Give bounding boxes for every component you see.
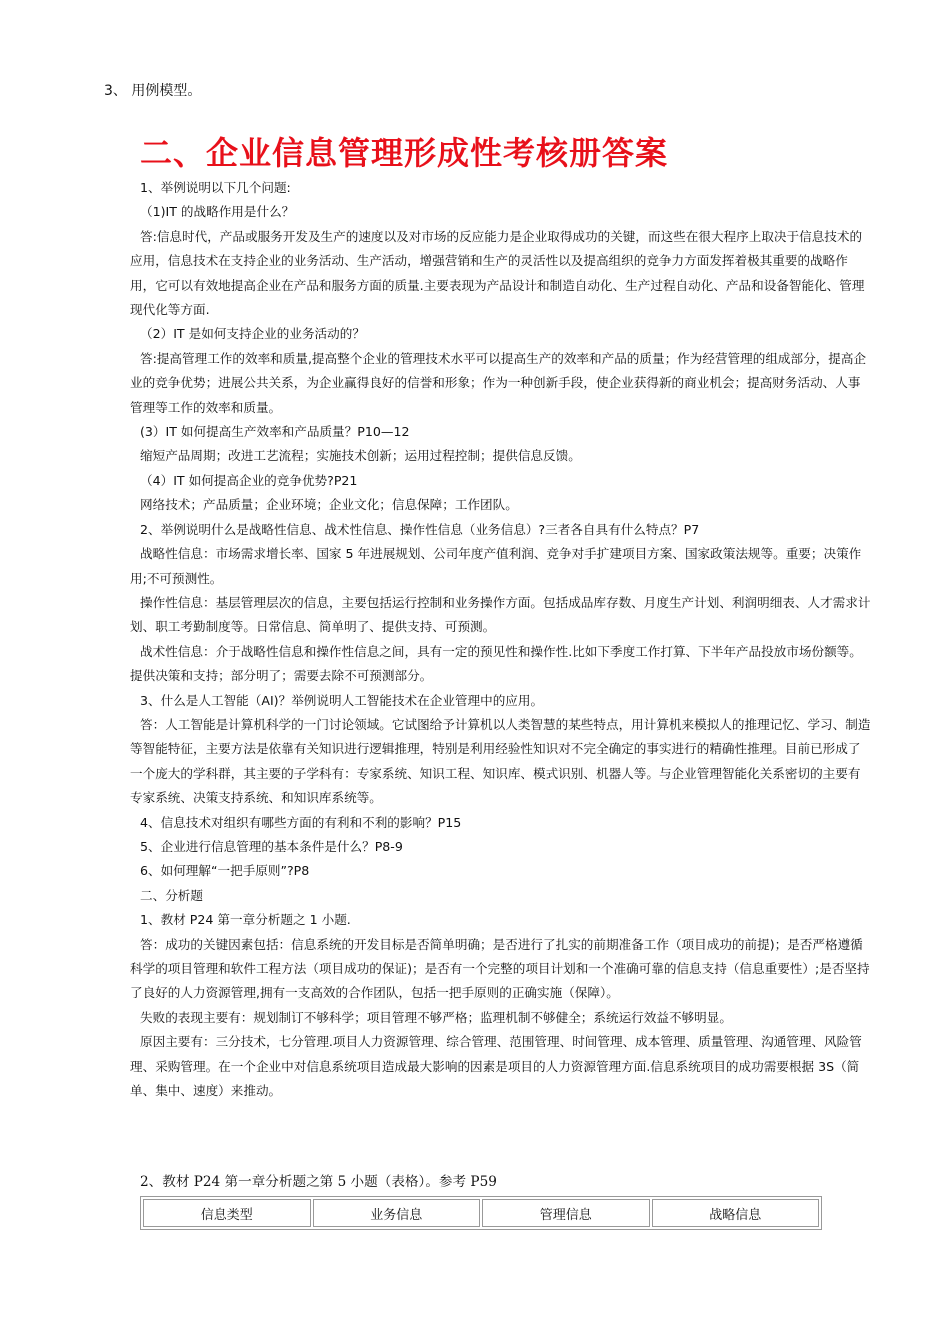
paragraph: 3、什么是人工智能（AI)？举例说明人工智能技术在企业管理中的应用。 <box>140 692 544 708</box>
paragraph: 答:信息时代，产品或服务开发及生产的速度以及对市场的反应能力是企业取得成功的关键，而这些在很大程序上取决于信息技术的应用，信息技术在支持企业的业务活动、生产活动，增强营销和生产的灵活性以及提高组织的竞争力方面发挥着极其重要的战略作用，它可以有效地提高企业在产品和服务方面的质量.主要表现为产品设计和制造自动化、生产过程自动化、产品和设备智能化、管理现代化等方面. <box>130 228 865 318</box>
paragraph: 失败的表现主要有：规划制订不够科学；项目管理不够严格；监理机制不够健全；系统运行效益不够明显。 <box>140 1009 732 1025</box>
table-header-cell: 信息类型 <box>143 1199 311 1227</box>
info-type-table <box>140 1196 822 1230</box>
paragraph: 答:提高管理工作的效率和质量,提高整个企业的管理技术水平可以提高生产的效率和产品的质量；作为经营管理的组成部分，提高企业的竞争优势；进展公共关系，为企业赢得良好的信誉和形象；作为一种创新手段，使企业获得新的商业机会；提高财务活动、人事管理等工作的效率和质量。 <box>130 350 867 415</box>
paragraph: 缩短产品周期；改进工艺流程；实施技术创新；运用过程控制；提供信息反馈。 <box>140 448 581 464</box>
paragraph: 战略性信息：市场需求增长率、国家 5 年进展规划、公司年度产值利润、竞争对手扩建项目方案、国家政策法规等。重要；决策作用;不可预测性。 <box>130 546 862 586</box>
question-2-heading: 2、教材 P24 第一章分析题之第 5 小题（表格）。参考 P59 <box>140 1174 497 1190</box>
paragraph: 二、分析题 <box>140 887 203 903</box>
paragraph: 1、教材 P24 第一章分析题之 1 小题. <box>140 912 351 928</box>
paragraph: 6、如何理解“一把手原则”?P8 <box>140 863 310 879</box>
paragraph: 原因主要有：三分技术，七分管理.项目人力资源管理、综合管理、范围管理、时间管理、成本管理、质量管理、沟通管理、风险管理、采购管理。在一个企业中对信息系统项目造成最大影响的因素是项目的人力资源管理方面.信息系统项目的成功需要根据 3S（简单、集中、速度）来推动。 <box>130 1034 862 1099</box>
table-header-cell: 管理信息 <box>482 1199 650 1227</box>
paragraph: （1)IT 的战略作用是什么？ <box>140 204 295 220</box>
paragraph: 战术性信息：介于战略性信息和操作性信息之间，具有一定的预见性和操作性.比如下季度工作打算、下半年产品投放市场份额等。提供决策和支持；部分明了；需要去除不可预测部分。 <box>130 643 862 684</box>
paragraph: （2）IT 是如何支持企业的业务活动的？ <box>140 326 365 342</box>
paragraph: 2、举例说明什么是战略性信息、战术性信息、操作性信息（业务信息）?三者各自具有什么特点？P7 <box>140 521 700 537</box>
table-header-cell: 业务信息 <box>313 1199 481 1227</box>
paragraph: 操作性信息：基层管理层次的信息，主要包括运行控制和业务操作方面。包括成品库存数、月度生产计划、利润明细表、人才需求计划、职工考勤制度等。日常信息、简单明了、提供支持、可预测。 <box>130 594 871 635</box>
paragraph: 答：人工智能是计算机科学的一门讨论领域。它试图给予计算机以人类智慧的某些特点，用计算机来模拟人的推理记忆、学习、制造等智能特征，主要方法是依靠有关知识进行逻辑推理，特别是利用经验性知识对不完全确定的事实进行的精确性推理。目前已形成了一个庞大的学科群，其主要的子学科有：专家系统、知识工程、知识库、模式识别、机器人等。与企业管理智能化关系密切的主要有专家系统、决策支持系统、和知识库系统等。 <box>130 716 871 806</box>
table-row <box>143 1199 819 1227</box>
paragraph: (3）IT 如何提高生产效率和产品质量？P10—12 <box>140 424 410 440</box>
paragraph: （4）IT 如何提高企业的竞争优势?P21 <box>140 472 358 488</box>
table-header-cell: 战略信息 <box>652 1199 820 1227</box>
paragraph: 网络技术；产品质量；企业环境；企业文化；信息保障；工作团队。 <box>140 497 518 513</box>
paragraph: 4、信息技术对组织有哪些方面的有利和不利的影响？P15 <box>140 814 462 830</box>
paragraph: 答：成功的关键因素包括：信息系统的开发目标是否简单明确；是否进行了扎实的前期准备工作（项目成功的前提)；是否严格遵循科学的项目管理和软件工程方法（项目成功的保证)；是否有一个完整的项目计划和一个准确可靠的信息支持（信息重要性）;是否坚持了良好的人力资源管理,拥有一支高效的合作团队，包括一把手原则的正确实施（保障）。 <box>130 936 870 1001</box>
answer-body <box>130 176 872 1103</box>
paragraph: 1、举例说明以下几个问题: <box>140 180 291 195</box>
top-item: 3、 用例模型。 <box>104 83 202 99</box>
paragraph: 5、企业进行信息管理的基本条件是什么？P8-9 <box>140 838 403 854</box>
section-title: 二、企业信息管理形成性考核册答案 <box>140 134 669 172</box>
